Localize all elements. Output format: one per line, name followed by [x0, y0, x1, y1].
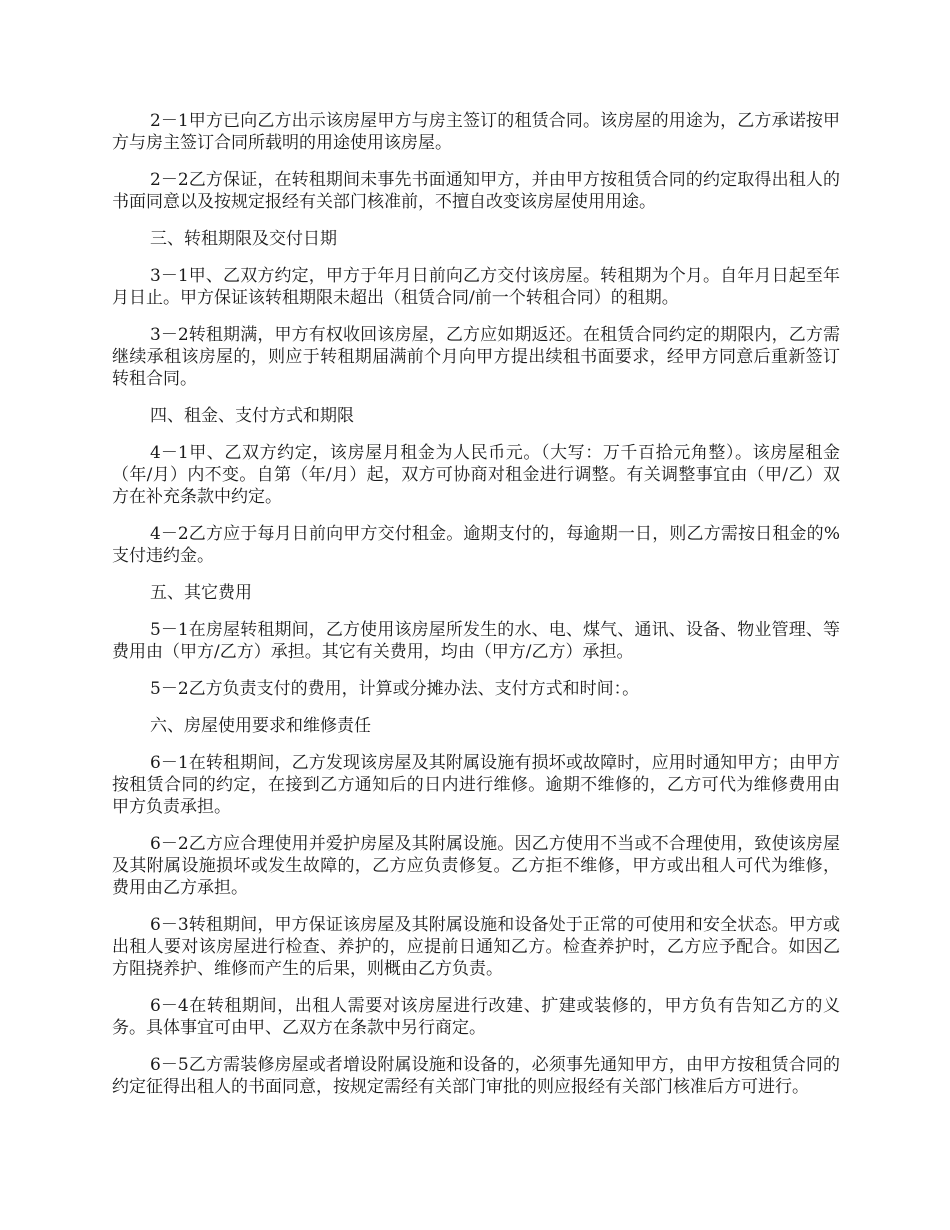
section-heading-3: 三、转租期限及交付日期	[150, 229, 337, 249]
section-heading-6: 六、房屋使用要求和维修责任	[150, 716, 371, 736]
clause-2-1: 2－1甲方已向乙方出示该房屋甲方与房主签订的租赁合同。该房屋的用途为，乙方承诺按甲方与房主签订合同所载明的用途使用该房屋。	[112, 111, 840, 153]
clause-6-4: 6－4在转租期间，出租人需要对该房屋进行改建、扩建或装修的，甲方负有告知乙方的义务。具体事宜可由甲、乙双方在条款中另行商定。	[112, 996, 840, 1038]
clause-6-3: 6－3转租期间，甲方保证该房屋及其附属设施和设备处于正常的可使用和安全状态。甲方或出租人要对该房屋进行检查、养护的，应提前日通知乙方。检查养护时，乙方应予配合。如因乙方阻挠养护、维修而产生的后果，则概由乙方负责。	[112, 915, 840, 979]
clause-6-2: 6－2乙方应合理使用并爱护房屋及其附属设施。因乙方使用不当或不合理使用，致使该房屋及其附属设施损坏或发生故障的，乙方应负责修复。乙方拒不维修，甲方或出租人可代为维修，费用由乙方承担。	[112, 834, 840, 898]
clause-3-2: 3－2转租期满，甲方有权收回该房屋，乙方应如期返还。在租赁合同约定的期限内，乙方需继续承租该房屋的，则应于转租期届满前个月向甲方提出续租书面要求，经甲方同意后重新签订转租合同。	[112, 325, 840, 389]
clause-4-2: 4－2乙方应于每月日前向甲方交付租金。逾期支付的，每逾期一日，则乙方需按日租金的%支付违约金。	[112, 524, 840, 566]
clause-3-1: 3－1甲、乙双方约定，甲方于年月日前向乙方交付该房屋。转租期为个月。自年月日起至年月日止。甲方保证该转租期限未超出（租赁合同/前一个转租合同）的租期。	[112, 266, 840, 308]
section-heading-5: 五、其它费用	[150, 583, 252, 603]
clause-6-5: 6－5乙方需装修房屋或者增设附属设施和设备的，必须事先通知甲方，由甲方按租赁合同的约定征得出租人的书面同意，按规定需经有关部门审批的则应报经有关部门核准后方可进行。	[112, 1055, 840, 1097]
clause-4-1: 4－1甲、乙双方约定，该房屋月租金为人民币元。（大写：万千百拾元角整）。该房屋租金（年/月）内不变。自第（年/月）起，双方可协商对租金进行调整。有关调整事宜由（甲/乙）双方在补充条款中约定。	[112, 443, 840, 507]
section-heading-4: 四、租金、支付方式和期限	[150, 406, 354, 426]
clause-5-2: 5－2乙方负责支付的费用，计算或分摊办法、支付方式和时间：。	[150, 679, 640, 699]
clause-6-1: 6－1在转租期间，乙方发现该房屋及其附属设施有损坏或故障时，应用时通知甲方；由甲方按租赁合同的约定，在接到乙方通知后的日内进行维修。逾期不维修的，乙方可代为维修费用由甲方负责承担。	[112, 753, 840, 817]
clause-2-2: 2－2乙方保证，在转租期间未事先书面通知甲方，并由甲方按租赁合同的约定取得出租人的书面同意以及按规定报经有关部门核准前，不擅自改变该房屋使用用途。	[112, 170, 840, 212]
clause-5-1: 5－1在房屋转租期间，乙方使用该房屋所发生的水、电、煤气、通讯、设备、物业管理、等费用由（甲方/乙方）承担。其它有关费用，均由（甲方/乙方）承担。	[112, 620, 840, 662]
